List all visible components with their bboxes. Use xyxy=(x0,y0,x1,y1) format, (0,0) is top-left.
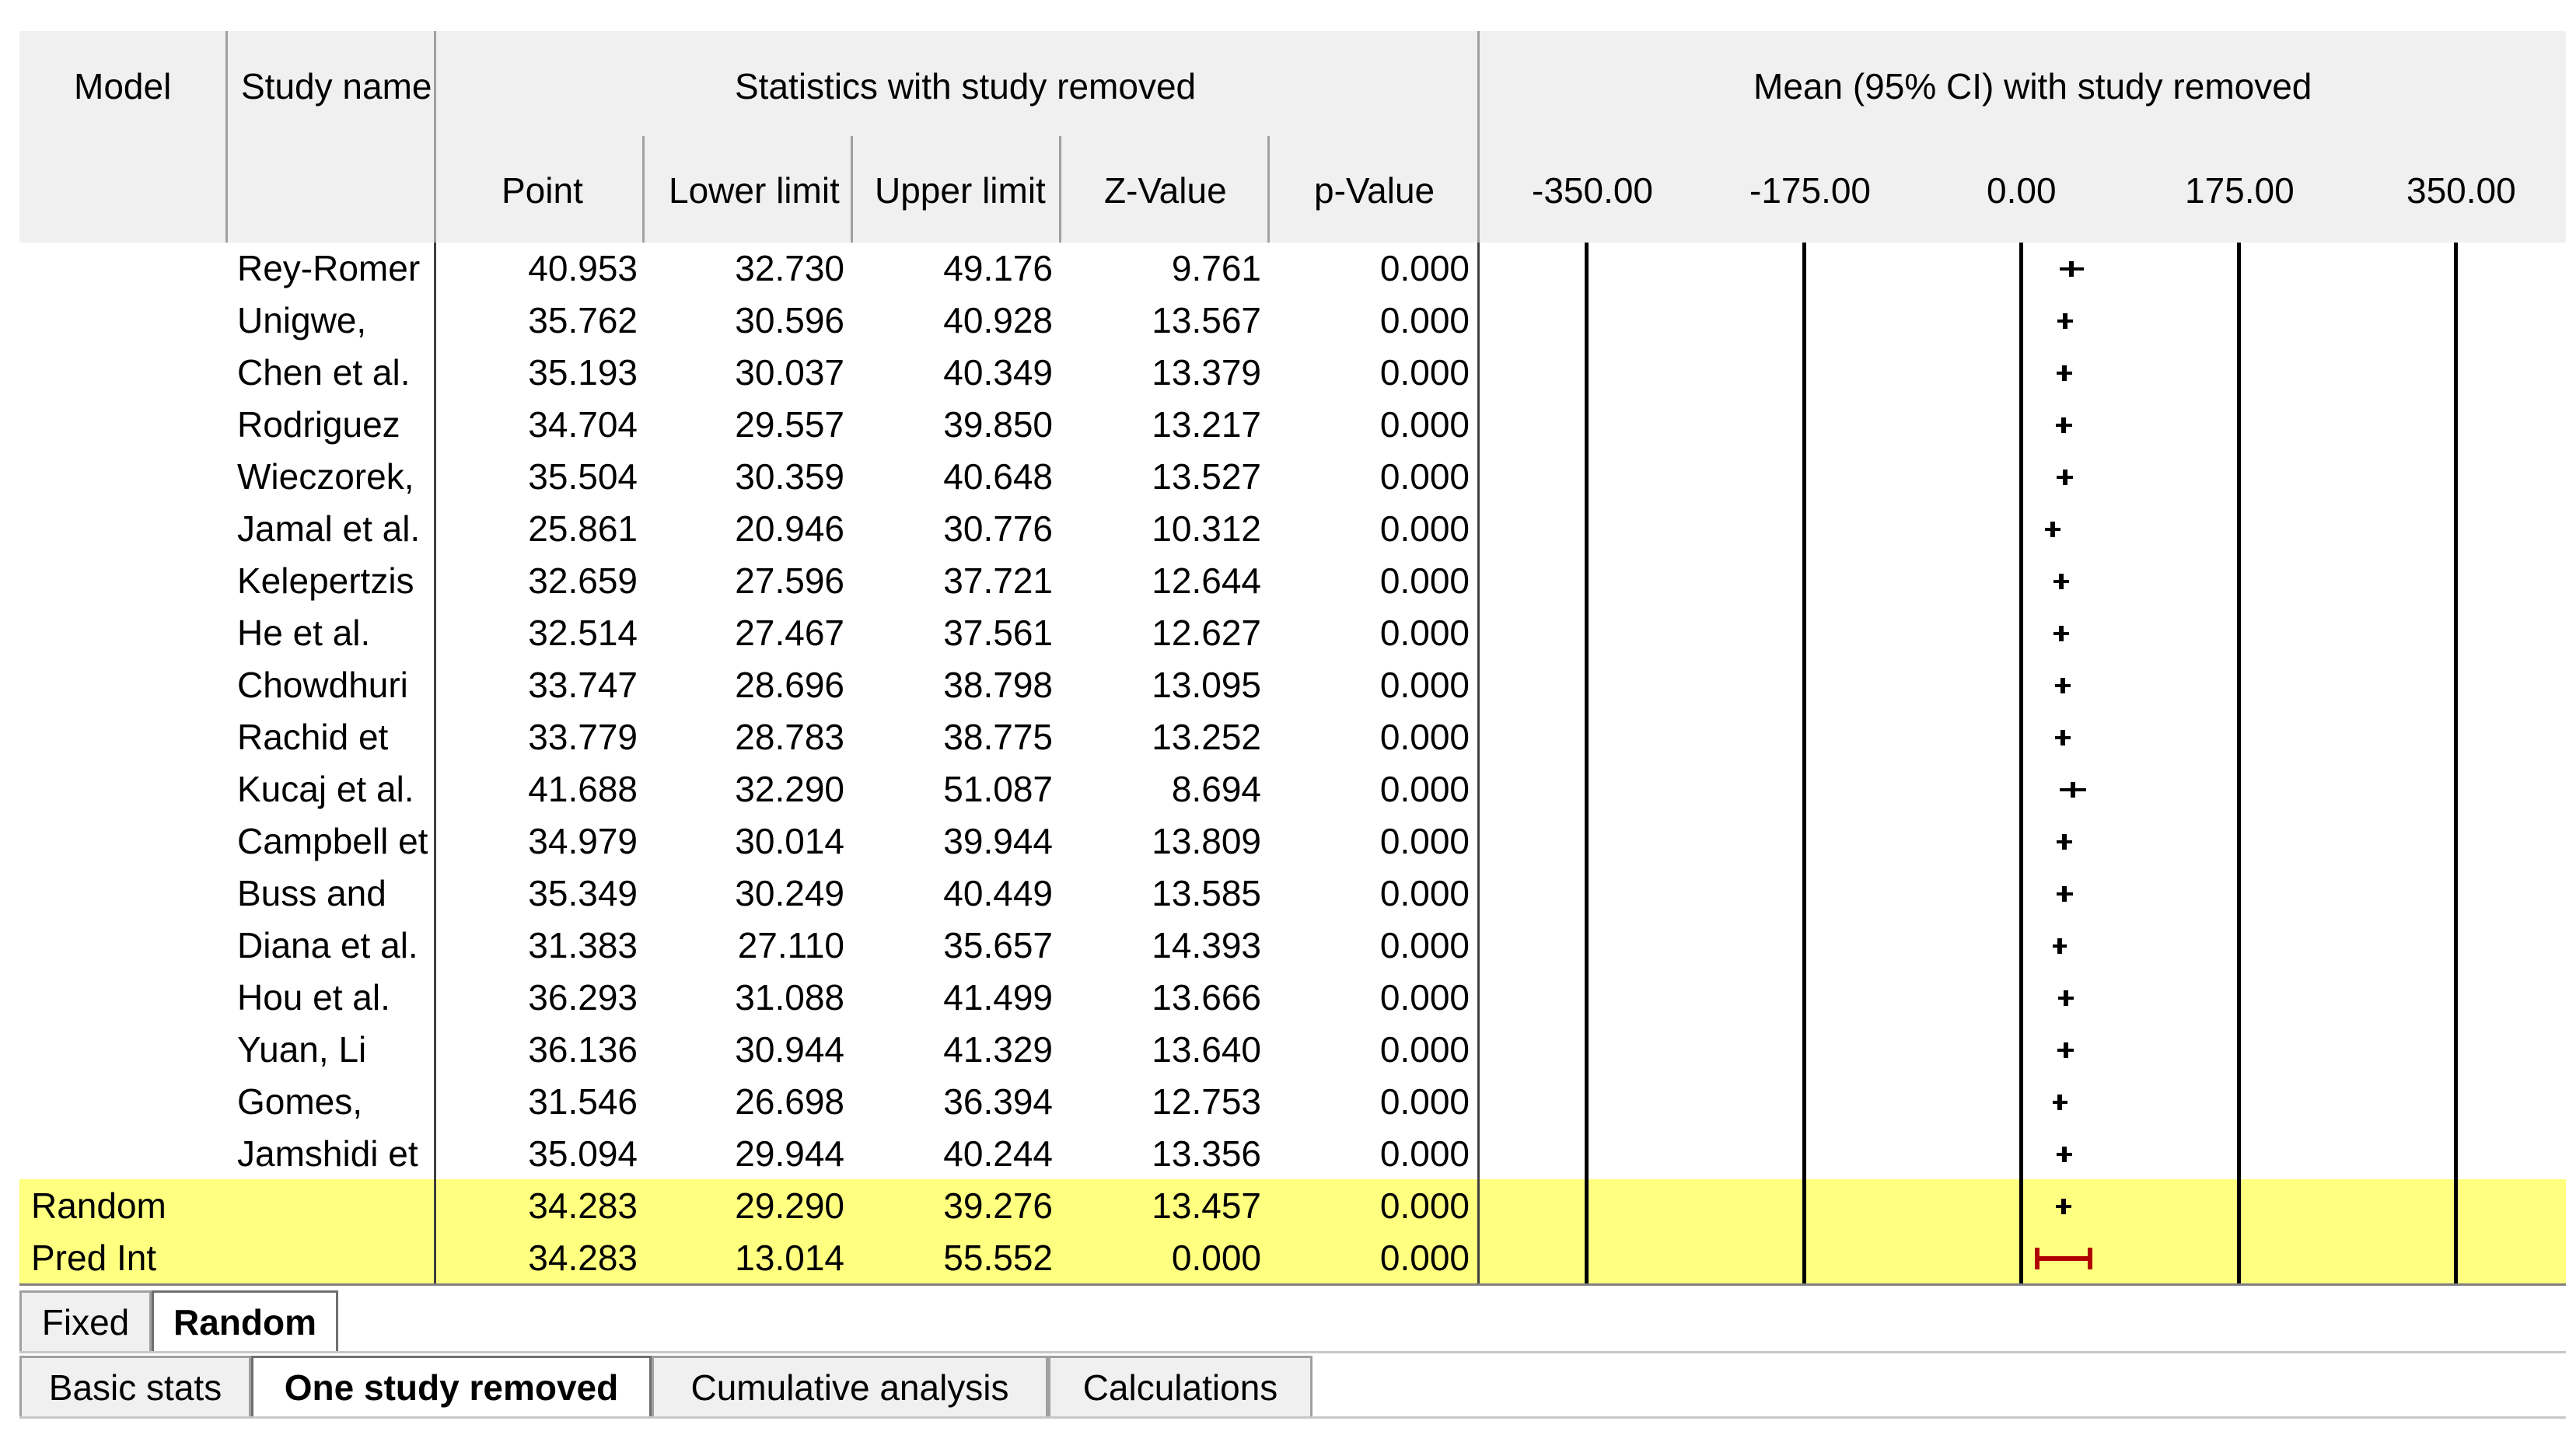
point-estimate-marker xyxy=(2062,834,2067,850)
study-name-cell: Rachid et xyxy=(237,717,389,757)
p-value-cell: 0.000 xyxy=(1379,456,1470,497)
lower-limit-cell: 20.946 xyxy=(735,508,844,549)
point-estimate-marker xyxy=(2062,886,2067,902)
point-cell: 33.747 xyxy=(528,665,638,705)
upper-limit-cell: 40.349 xyxy=(943,352,1053,393)
lower-limit-column-header[interactable]: Lower limit xyxy=(669,170,840,211)
lower-limit-cell: 28.783 xyxy=(735,717,844,757)
study-name-column-header[interactable]: Study name xyxy=(241,66,432,106)
study-name-cell: Rodriguez xyxy=(237,404,400,445)
upper-limit-cell: 38.798 xyxy=(943,665,1053,705)
point-cell: 40.953 xyxy=(528,248,638,288)
statistics-group-header: Statistics with study removed xyxy=(735,66,1197,106)
axis-tick-label: 175.00 xyxy=(2185,170,2295,211)
p-value-column-header[interactable]: p-Value xyxy=(1314,170,1435,211)
axis-tick-label: 350.00 xyxy=(2406,170,2516,211)
z-value-cell: 13.217 xyxy=(1152,404,1261,445)
lower-limit-cell: 32.730 xyxy=(735,248,844,288)
axis-tick-label: 0.00 xyxy=(1987,170,2057,211)
model-cell xyxy=(31,399,225,451)
tab-basic-stats[interactable]: Basic stats xyxy=(19,1356,251,1416)
lower-limit-cell: 32.290 xyxy=(735,769,844,809)
upper-limit-cell: 55.552 xyxy=(943,1238,1053,1278)
model-cell xyxy=(31,659,225,711)
upper-limit-cell: 41.499 xyxy=(943,977,1053,1018)
header-divider xyxy=(1267,136,1270,243)
p-value-cell: 0.000 xyxy=(1379,665,1470,705)
point-cell: 32.659 xyxy=(528,560,638,601)
model-cell xyxy=(31,868,225,920)
lower-limit-cell: 30.037 xyxy=(735,352,844,393)
upper-limit-cell: 40.449 xyxy=(943,873,1053,913)
upper-limit-cell: 40.928 xyxy=(943,300,1053,340)
grid-header xyxy=(19,31,2566,243)
point-cell: 34.283 xyxy=(528,1238,638,1278)
p-value-cell: 0.000 xyxy=(1379,1185,1470,1226)
z-value-cell: 13.585 xyxy=(1152,873,1261,913)
lower-limit-cell: 31.088 xyxy=(735,977,844,1018)
tab-cumulative-analysis[interactable]: Cumulative analysis xyxy=(652,1356,1048,1416)
point-cell: 32.514 xyxy=(528,613,638,653)
header-divider xyxy=(851,136,853,243)
point-estimate-marker xyxy=(2057,938,2062,954)
point-estimate-marker xyxy=(2063,313,2067,329)
model-cell xyxy=(31,243,225,295)
study-name-cell: Unigwe, xyxy=(237,300,367,340)
study-name-cell: Chowdhuri xyxy=(237,665,408,705)
grid-bottom-border xyxy=(19,1283,2566,1286)
z-value-cell: 13.457 xyxy=(1152,1185,1261,1226)
model-cell xyxy=(31,451,225,503)
model-cell xyxy=(31,972,225,1024)
model-cell xyxy=(31,1076,225,1128)
p-value-cell: 0.000 xyxy=(1379,821,1470,861)
tab-one-study-removed[interactable]: One study removed xyxy=(251,1356,652,1416)
point-estimate-marker xyxy=(2064,1042,2068,1058)
z-value-cell: 12.644 xyxy=(1152,560,1261,601)
study-name-cell: Chen et al. xyxy=(237,352,411,393)
lower-limit-cell: 30.359 xyxy=(735,456,844,497)
z-value-column-header[interactable]: Z-Value xyxy=(1104,170,1227,211)
model-cell xyxy=(31,1024,225,1076)
model-cell xyxy=(31,763,225,815)
upper-limit-cell: 39.276 xyxy=(943,1185,1053,1226)
point-estimate-marker xyxy=(2060,678,2065,693)
model-cell xyxy=(31,503,225,555)
study-name-cell: Kelepertzis xyxy=(237,560,414,601)
z-value-cell: 13.640 xyxy=(1152,1029,1261,1070)
upper-limit-cell: 39.944 xyxy=(943,821,1053,861)
header-divider xyxy=(434,31,436,243)
study-name-cell xyxy=(237,1180,432,1232)
p-value-cell: 0.000 xyxy=(1379,1081,1470,1122)
point-estimate-marker xyxy=(2061,1199,2066,1214)
model-cell xyxy=(31,1128,225,1180)
z-value-cell: 13.666 xyxy=(1152,977,1261,1018)
point-estimate-marker xyxy=(2063,470,2067,485)
p-value-cell: 0.000 xyxy=(1379,404,1470,445)
point-cell: 35.094 xyxy=(528,1133,638,1174)
point-cell: 34.979 xyxy=(528,821,638,861)
z-value-cell: 12.753 xyxy=(1152,1081,1261,1122)
point-cell: 31.383 xyxy=(528,925,638,965)
point-estimate-marker xyxy=(2059,574,2064,589)
p-value-cell: 0.000 xyxy=(1379,508,1470,549)
lower-limit-cell: 29.944 xyxy=(735,1133,844,1174)
point-cell: 31.546 xyxy=(528,1081,638,1122)
prediction-interval-bar xyxy=(2037,1256,2090,1261)
lower-limit-cell: 30.596 xyxy=(735,300,844,340)
point-cell: 35.193 xyxy=(528,352,638,393)
upper-limit-cell: 40.648 xyxy=(943,456,1053,497)
study-name-cell: Diana et al. xyxy=(237,925,418,965)
axis-gridline xyxy=(2454,243,2458,1284)
z-value-cell: 13.379 xyxy=(1152,352,1261,393)
prediction-interval-cap xyxy=(2035,1248,2039,1269)
upper-limit-column-header[interactable]: Upper limit xyxy=(875,170,1046,211)
p-value-cell: 0.000 xyxy=(1379,1133,1470,1174)
z-value-cell: 0.000 xyxy=(1171,1238,1261,1278)
tab-fixed[interactable]: Fixed xyxy=(19,1290,152,1351)
study-name-cell: Jamal et al. xyxy=(237,508,421,549)
study-name-cell: Gomes, xyxy=(237,1081,363,1122)
header-divider xyxy=(1477,31,1480,243)
z-value-cell: 13.527 xyxy=(1152,456,1261,497)
model-cell xyxy=(31,555,225,607)
p-value-cell: 0.000 xyxy=(1379,248,1470,288)
point-estimate-marker xyxy=(2061,417,2066,433)
point-cell: 34.704 xyxy=(528,404,638,445)
lower-limit-cell: 26.698 xyxy=(735,1081,844,1122)
axis-gridline xyxy=(2237,243,2241,1284)
axis-gridline xyxy=(1802,243,1806,1284)
z-value-cell: 9.761 xyxy=(1171,248,1261,288)
lower-limit-cell: 27.110 xyxy=(737,925,844,965)
model-column-header[interactable]: Model xyxy=(74,66,172,106)
model-cell xyxy=(31,920,225,972)
upper-limit-cell: 36.394 xyxy=(943,1081,1053,1122)
study-name-cell: He et al. xyxy=(237,613,371,653)
p-value-cell: 0.000 xyxy=(1379,1238,1470,1278)
lower-limit-cell: 30.014 xyxy=(735,821,844,861)
model-cell xyxy=(31,295,225,347)
upper-limit-cell: 37.721 xyxy=(943,560,1053,601)
lower-limit-cell: 13.014 xyxy=(735,1238,844,1278)
point-cell: 33.779 xyxy=(528,717,638,757)
axis-gridline xyxy=(1585,243,1589,1284)
lower-limit-cell: 30.944 xyxy=(735,1029,844,1070)
upper-limit-cell: 49.176 xyxy=(943,248,1053,288)
axis-gridline xyxy=(2019,243,2023,1284)
z-value-cell: 13.252 xyxy=(1152,717,1261,757)
p-value-cell: 0.000 xyxy=(1379,613,1470,653)
study-name-cell: Yuan, Li xyxy=(237,1029,367,1070)
point-estimate-marker xyxy=(2050,522,2055,537)
upper-limit-cell: 35.657 xyxy=(943,925,1053,965)
point-cell: 34.283 xyxy=(528,1185,638,1226)
point-cell: 35.504 xyxy=(528,456,638,497)
z-value-cell: 13.567 xyxy=(1152,300,1261,340)
study-name-cell: Buss and xyxy=(237,873,386,913)
model-cell xyxy=(31,347,225,399)
upper-limit-cell: 30.776 xyxy=(943,508,1053,549)
header-divider xyxy=(1059,136,1061,243)
point-cell: 36.136 xyxy=(528,1029,638,1070)
z-value-cell: 13.356 xyxy=(1152,1133,1261,1174)
plot-group-header: Mean (95% CI) with study removed xyxy=(1753,66,2312,106)
study-name-cell: Campbell et xyxy=(237,821,428,861)
study-name-cell: Kucaj et al. xyxy=(237,769,414,809)
z-value-cell: 12.627 xyxy=(1152,613,1261,653)
study-name-cell: Hou et al. xyxy=(237,977,390,1018)
z-value-cell: 13.809 xyxy=(1152,821,1261,861)
study-name-cell: Rey-Romer xyxy=(237,248,421,288)
lower-limit-cell: 30.249 xyxy=(735,873,844,913)
model-cell xyxy=(31,815,225,868)
p-value-cell: 0.000 xyxy=(1379,977,1470,1018)
lower-limit-cell: 29.290 xyxy=(735,1185,844,1226)
study-name-cell: Wieczorek, xyxy=(237,456,414,497)
lower-limit-cell: 28.696 xyxy=(735,665,844,705)
point-estimate-marker xyxy=(2069,261,2074,277)
header-divider xyxy=(642,136,645,243)
tab-random[interactable]: Random xyxy=(152,1290,338,1351)
point-column-header[interactable]: Point xyxy=(502,170,583,211)
upper-limit-cell: 38.775 xyxy=(943,717,1053,757)
point-estimate-marker xyxy=(2064,990,2068,1006)
z-value-cell: 14.393 xyxy=(1152,925,1261,965)
upper-limit-cell: 41.329 xyxy=(943,1029,1053,1070)
point-cell: 41.688 xyxy=(528,769,638,809)
tab-strip-divider xyxy=(19,1416,2566,1419)
model-cell: Random xyxy=(31,1185,166,1226)
upper-limit-cell: 51.087 xyxy=(943,769,1053,809)
upper-limit-cell: 40.244 xyxy=(943,1133,1053,1174)
point-estimate-marker xyxy=(2062,365,2067,381)
z-value-cell: 13.095 xyxy=(1152,665,1261,705)
z-value-cell: 8.694 xyxy=(1171,769,1261,809)
z-value-cell: 10.312 xyxy=(1152,508,1261,549)
p-value-cell: 0.000 xyxy=(1379,769,1470,809)
study-name-cell: Jamshidi et xyxy=(237,1133,418,1174)
lower-limit-cell: 27.596 xyxy=(735,560,844,601)
tab-strip-divider xyxy=(19,1351,2566,1353)
upper-limit-cell: 37.561 xyxy=(943,613,1053,653)
p-value-cell: 0.000 xyxy=(1379,300,1470,340)
model-cell xyxy=(31,607,225,659)
prediction-interval-cap xyxy=(2088,1248,2092,1269)
p-value-cell: 0.000 xyxy=(1379,560,1470,601)
tab-calculations[interactable]: Calculations xyxy=(1048,1356,1312,1416)
point-cell: 35.349 xyxy=(528,873,638,913)
p-value-cell: 0.000 xyxy=(1379,873,1470,913)
point-estimate-marker xyxy=(2062,1147,2067,1162)
point-cell: 25.861 xyxy=(528,508,638,549)
point-estimate-marker xyxy=(2071,782,2075,798)
model-cell: Pred Int xyxy=(31,1238,157,1278)
p-value-cell: 0.000 xyxy=(1379,717,1470,757)
study-name-cell xyxy=(237,1232,432,1284)
header-divider xyxy=(225,31,228,243)
point-cell: 35.762 xyxy=(528,300,638,340)
point-estimate-marker xyxy=(2060,730,2065,745)
point-estimate-marker xyxy=(2057,1095,2062,1110)
column-divider xyxy=(1477,243,1480,1283)
axis-tick-label: -175.00 xyxy=(1749,170,1872,211)
point-estimate-marker xyxy=(2059,626,2064,641)
p-value-cell: 0.000 xyxy=(1379,352,1470,393)
model-cell xyxy=(31,711,225,763)
p-value-cell: 0.000 xyxy=(1379,925,1470,965)
p-value-cell: 0.000 xyxy=(1379,1029,1470,1070)
upper-limit-cell: 39.850 xyxy=(943,404,1053,445)
lower-limit-cell: 27.467 xyxy=(735,613,844,653)
lower-limit-cell: 29.557 xyxy=(735,404,844,445)
axis-tick-label: -350.00 xyxy=(1532,170,1654,211)
point-cell: 36.293 xyxy=(528,977,638,1018)
